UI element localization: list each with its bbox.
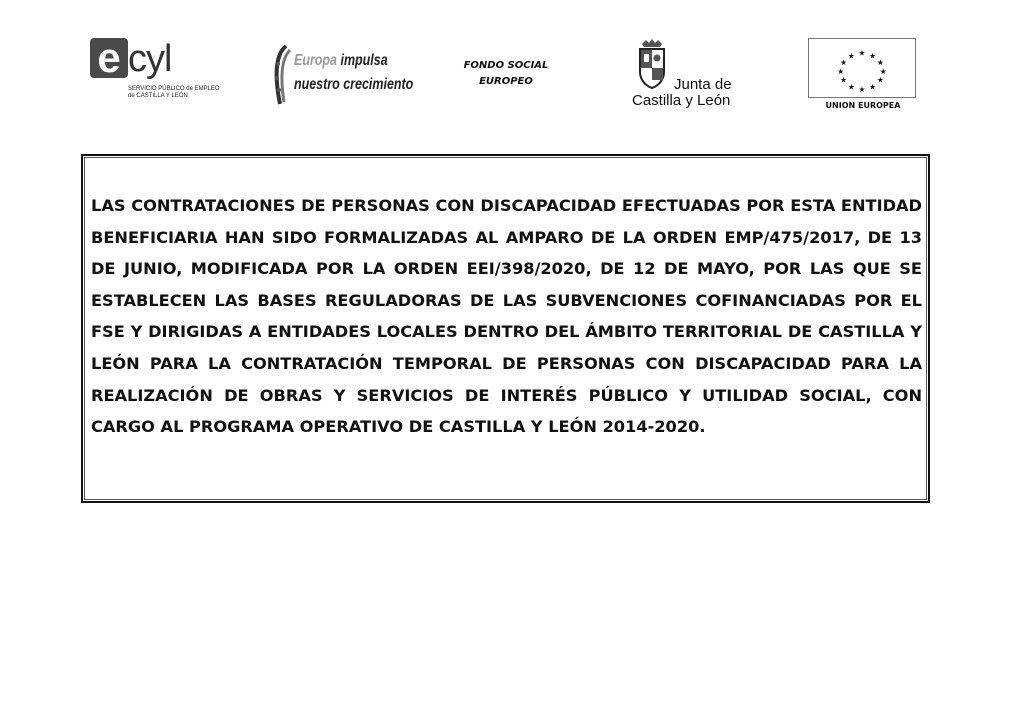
- eu-flag-icon: [808, 38, 916, 98]
- junta-castilla-leon-logo: [630, 38, 750, 110]
- header-logos: [0, 0, 1024, 120]
- notice-box: [81, 154, 930, 503]
- europa-impulsa-line1: Europa impulsa: [294, 52, 388, 69]
- europa-impulsa-line2: nuestro crecimiento: [294, 76, 414, 93]
- junta-line2: Castilla y León: [632, 92, 731, 109]
- svg-text:★: ★: [876, 58, 884, 68]
- ecyl-logo: [88, 36, 218, 108]
- svg-text:★: ★: [869, 82, 877, 92]
- svg-text:★: ★: [876, 75, 884, 85]
- coat-of-arms-icon: [636, 38, 668, 90]
- eu-caption: UNION EUROPEA: [825, 101, 901, 110]
- svg-text:★: ★: [840, 58, 848, 68]
- svg-text:★: ★: [879, 66, 887, 76]
- ecyl-e-mark: e: [90, 38, 128, 78]
- svg-text:★: ★: [847, 82, 855, 92]
- fondo-social-europeo-logo: [448, 58, 564, 90]
- fse-line2: EUROPEO: [479, 76, 533, 87]
- europa-swirl-icon: [272, 44, 292, 106]
- svg-text:★: ★: [869, 51, 877, 61]
- ecyl-subtitle: SERVICIO PÚBLICO de EMPLEO de CASTILLA Y LEÓN: [128, 86, 220, 99]
- svg-text:★: ★: [840, 75, 848, 85]
- svg-text:★: ★: [837, 66, 845, 76]
- ecyl-wordmark: cyl: [128, 38, 172, 80]
- svg-text:★: ★: [847, 51, 855, 61]
- svg-text:★: ★: [858, 85, 866, 95]
- europa-impulsa-logo: [272, 44, 414, 106]
- junta-line1: Junta de: [674, 76, 732, 93]
- notice-text: LAS CONTRATACIONES DE PERSONAS CON DISCAPACIDAD EFECTUADAS POR ESTA ENTIDAD BENEFICIARIA HAN SIDO FORMALIZADAS AL AMPARO DE LA ORDEN EMP/475/2017, DE 13 DE JUNIO, MODIFICADA POR LA ORDEN EEI/398/2020, DE 12 DE MAYO, POR LAS QUE SE ESTABLECEN LAS BASES REGULADORAS DE LAS SUBVENCIONES COFINANCIADAS POR EL FSE Y DIRIGIDAS A ENTIDADES LOCALES DENTRO DEL ÁMBITO TERRITORIAL DE CASTILLA Y LEÓN PARA LA CONTRATACIÓN TEMPORAL DE PERSONAS CON DISCAPACIDAD PARA LA REALIZACIÓN DE OBRAS Y SERVICIOS DE INTERÉS PÚBLICO Y UTILIDAD SOCIAL, CON CARGO AL PROGRAMA OPERATIVO DE CASTILLA Y LEÓN 2014-2020.: [91, 196, 922, 437]
- union-europea-logo: [808, 38, 918, 114]
- fse-line1: FONDO SOCIAL: [463, 60, 549, 71]
- svg-text:★: ★: [858, 48, 866, 58]
